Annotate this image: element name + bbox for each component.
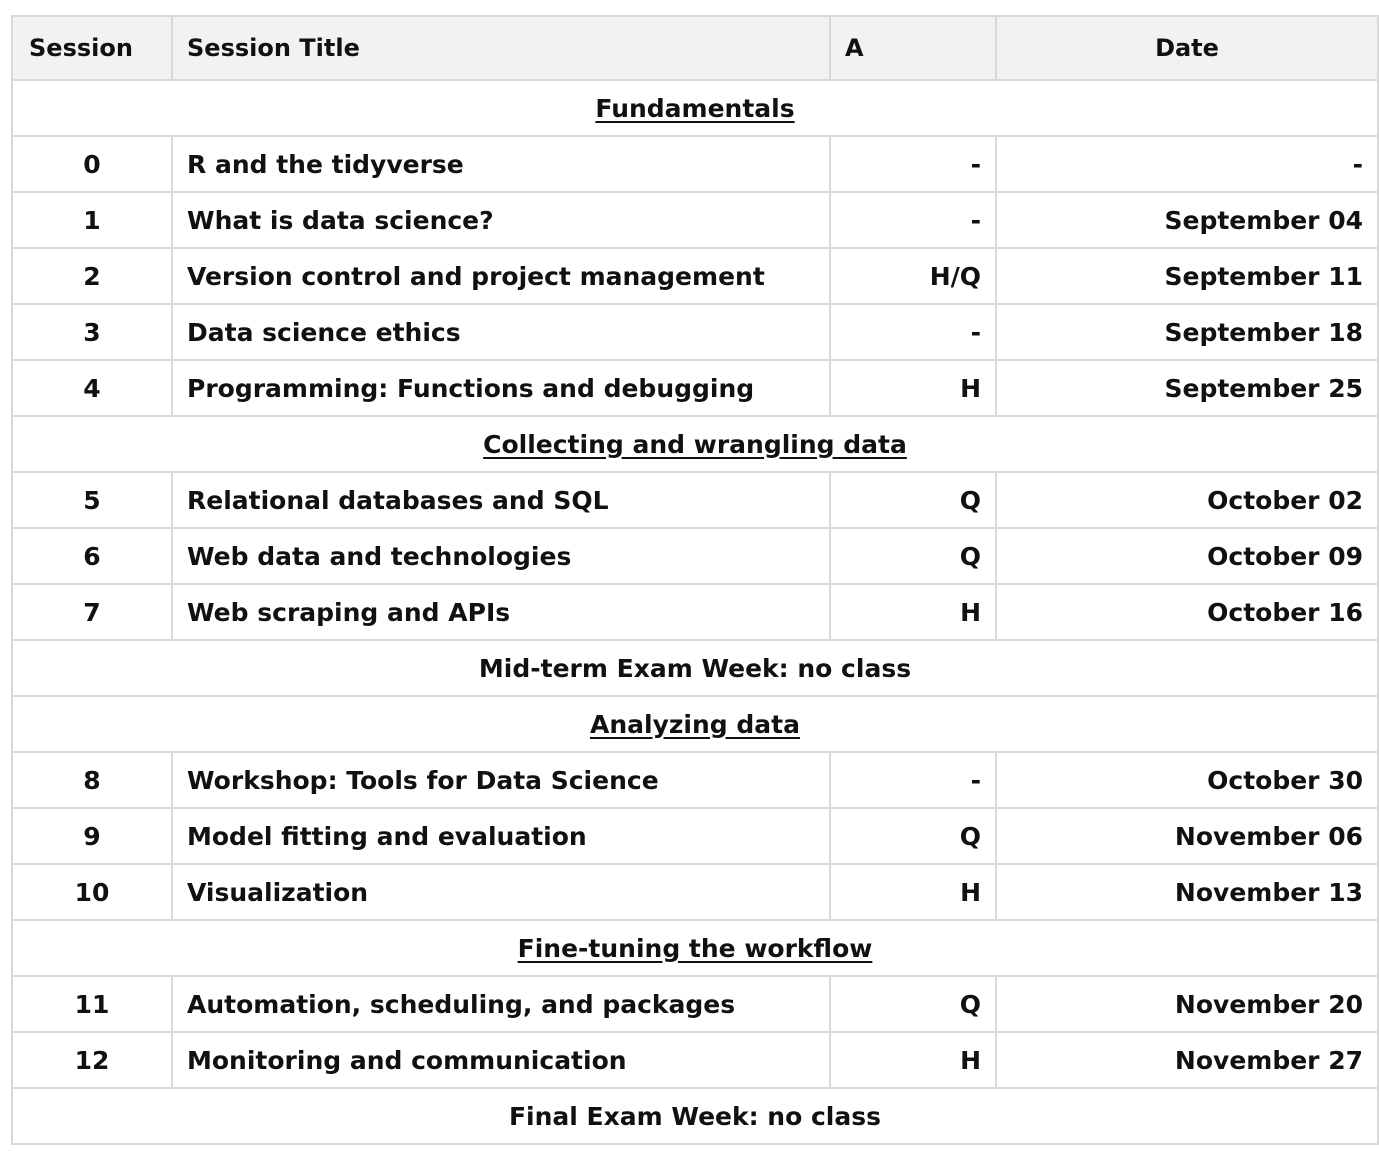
- session-title: What is data science?: [172, 192, 830, 248]
- session-number: 1: [12, 192, 172, 248]
- table-row: [12, 864, 1378, 920]
- section-row: [12, 1088, 1378, 1144]
- schedule-container: [11, 15, 1363, 1145]
- assignment-code: Q: [830, 976, 996, 1032]
- session-date: October 09: [996, 528, 1378, 584]
- session-title: Version control and project management: [172, 248, 830, 304]
- session-number: 9: [12, 808, 172, 864]
- session-number: 0: [12, 136, 172, 192]
- schedule-body: [12, 80, 1378, 1144]
- session-date: -: [996, 136, 1378, 192]
- header-row: [12, 16, 1378, 80]
- session-title: Monitoring and communication: [172, 1032, 830, 1088]
- session-date: November 13: [996, 864, 1378, 920]
- session-title: Workshop: Tools for Data Science: [172, 752, 830, 808]
- session-title: Automation, scheduling, and packages: [172, 976, 830, 1032]
- session-date: November 20: [996, 976, 1378, 1032]
- session-title: Visualization: [172, 864, 830, 920]
- section-row: [12, 80, 1378, 136]
- section-row: [12, 920, 1378, 976]
- session-number: 4: [12, 360, 172, 416]
- session-date: September 04: [996, 192, 1378, 248]
- section-heading: Final Exam Week: no class: [12, 1088, 1378, 1144]
- session-title: Data science ethics: [172, 304, 830, 360]
- header-session-title: Session Title: [172, 16, 830, 80]
- table-row: [12, 472, 1378, 528]
- assignment-code: H: [830, 1032, 996, 1088]
- session-number: 7: [12, 584, 172, 640]
- assignment-code: Q: [830, 808, 996, 864]
- header-date: Date: [996, 16, 1378, 80]
- section-heading: Analyzing data: [12, 696, 1378, 752]
- section-row: [12, 640, 1378, 696]
- table-row: [12, 1032, 1378, 1088]
- session-date: November 06: [996, 808, 1378, 864]
- assignment-code: -: [830, 752, 996, 808]
- session-number: 3: [12, 304, 172, 360]
- assignment-code: H: [830, 864, 996, 920]
- table-row: [12, 248, 1378, 304]
- session-number: 12: [12, 1032, 172, 1088]
- session-title: Relational databases and SQL: [172, 472, 830, 528]
- assignment-code: -: [830, 136, 996, 192]
- assignment-code: H/Q: [830, 248, 996, 304]
- table-row: [12, 360, 1378, 416]
- session-date: October 16: [996, 584, 1378, 640]
- session-title: Web scraping and APIs: [172, 584, 830, 640]
- section-heading: Collecting and wrangling data: [12, 416, 1378, 472]
- section-row: [12, 696, 1378, 752]
- table-row: [12, 584, 1378, 640]
- table-row: [12, 528, 1378, 584]
- table-row: [12, 808, 1378, 864]
- session-number: 6: [12, 528, 172, 584]
- session-number: 11: [12, 976, 172, 1032]
- session-title: Programming: Functions and debugging: [172, 360, 830, 416]
- session-date: September 25: [996, 360, 1378, 416]
- table-row: [12, 976, 1378, 1032]
- session-date: November 27: [996, 1032, 1378, 1088]
- session-title: R and the tidyverse: [172, 136, 830, 192]
- session-number: 5: [12, 472, 172, 528]
- table-row: [12, 192, 1378, 248]
- table-row: [12, 752, 1378, 808]
- section-heading: Fine-tuning the workflow: [12, 920, 1378, 976]
- header-session: Session: [12, 16, 172, 80]
- session-date: October 30: [996, 752, 1378, 808]
- section-row: [12, 416, 1378, 472]
- session-number: 10: [12, 864, 172, 920]
- session-date: September 11: [996, 248, 1378, 304]
- session-number: 2: [12, 248, 172, 304]
- section-heading: Mid-term Exam Week: no class: [12, 640, 1378, 696]
- session-title: Web data and technologies: [172, 528, 830, 584]
- session-date: September 18: [996, 304, 1378, 360]
- assignment-code: Q: [830, 472, 996, 528]
- assignment-code: Q: [830, 528, 996, 584]
- session-date: October 02: [996, 472, 1378, 528]
- section-heading: Fundamentals: [12, 80, 1378, 136]
- assignment-code: H: [830, 360, 996, 416]
- assignment-code: -: [830, 192, 996, 248]
- header-a: A: [830, 16, 996, 80]
- assignment-code: H: [830, 584, 996, 640]
- schedule-table: [11, 15, 1379, 1145]
- table-row: [12, 136, 1378, 192]
- session-number: 8: [12, 752, 172, 808]
- session-title: Model fitting and evaluation: [172, 808, 830, 864]
- assignment-code: -: [830, 304, 996, 360]
- table-row: [12, 304, 1378, 360]
